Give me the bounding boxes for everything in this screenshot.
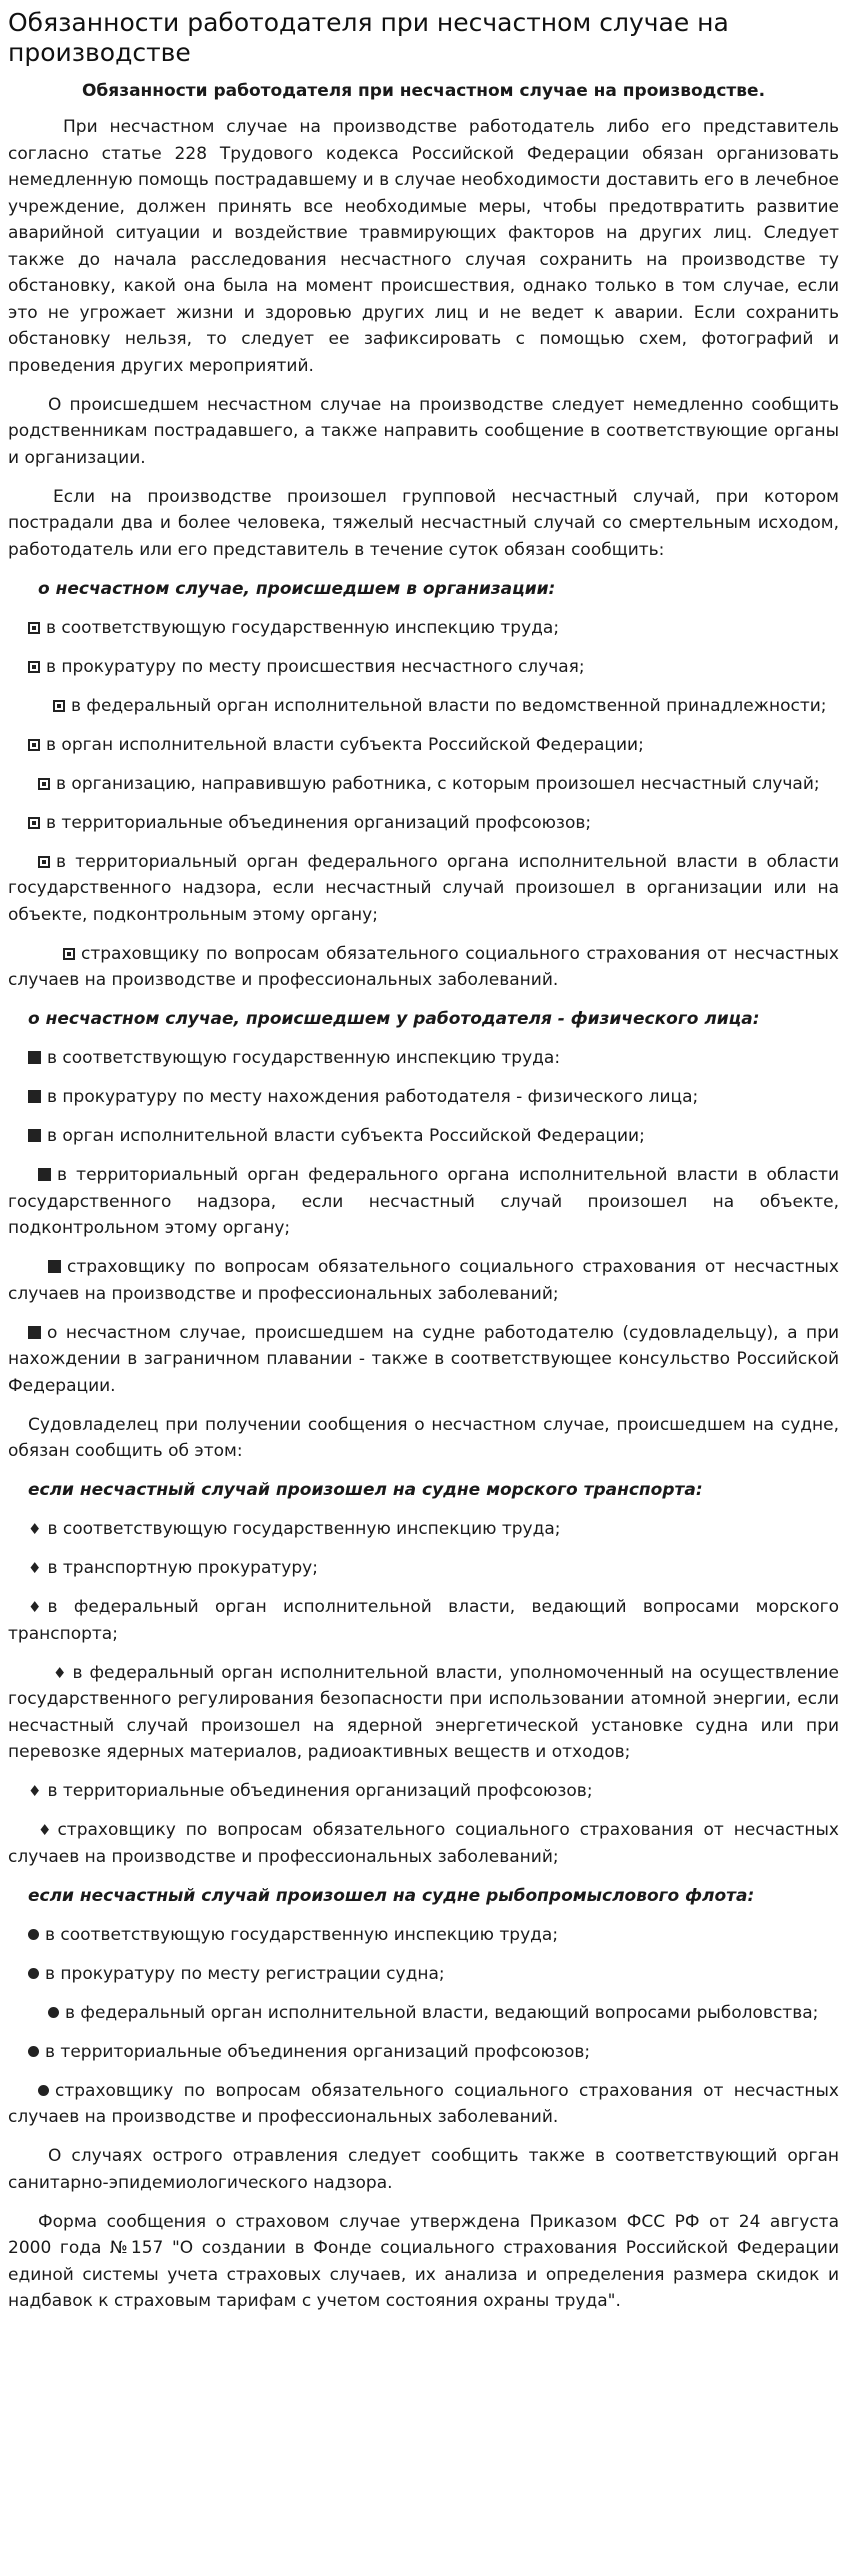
square-bullet-icon <box>48 1260 61 1273</box>
dot-bullet-icon <box>28 2046 39 2057</box>
diamond-bullet-icon: ♦ <box>38 1821 52 1839</box>
square-bullet-icon <box>28 661 40 673</box>
list-item: в прокуратуру по месту нахождения работодателя - физического лица; <box>8 1084 839 1111</box>
square-bullet-icon <box>28 817 40 829</box>
list-item: в прокуратуру по месту регистрации судна; <box>8 1961 839 1988</box>
article-subtitle: Обязанности работодателя при несчастном случае на производстве. <box>81 81 766 101</box>
list-item: в организацию, направившую работника, с которым произошел несчастный случай; <box>8 771 839 798</box>
list-item: в территориальный орган федерального органа исполнительной власти в области государственного надзора, если несчастный случай произошел в организации или на объекте, подконтрольным этому органу; <box>8 851 839 925</box>
list-item: ♦ в федеральный орган исполнительной власти, ведающий вопросами морского транспорта; <box>8 1594 839 1647</box>
list-item: в федеральный орган исполнительной власти по ведомственной принадлежности; <box>8 693 839 720</box>
list-item: страховщику по вопросам обязательного социального страхования от несчастных случаев на производстве и профессиональных заболеваний. <box>8 2080 839 2127</box>
diamond-bullet-icon: ♦ <box>28 1782 42 1800</box>
paragraph-shipowner: Судовладелец при получении сообщения о несчастном случае, происшедшем на судне, обязан сообщить об этом: <box>8 1414 839 1461</box>
paragraph-employer-duties: При несчастном случае на производстве работодатель либо его представитель согласно статье 228 Трудового кодекса Российской Федерации обязан организовать немедленную помощь пострадавшему и в случае необходимости доставить его в лечебное учреждение, должен принять все необходимые меры, чтобы предотвратить развитие аварийной ситуации и воздействие травмирующих факторов на других лиц. Следует также до начала расследования несчастного случая сохранить на производстве ту обстановку, какой она была на момент происшествия, однако только в том случае, если это не угрожает жизни и здоровью других лиц и не ведет к аварии. Если сохранить обстановку нельзя, то следует ее зафиксировать с помощью схем, фотографий и проведения других мероприятий. <box>8 117 839 376</box>
paragraph-group-accident: Если на производстве произошел групповой несчастный случай, при котором пострадали два и более человека, тяжелый несчастный случай со смертельным исходом, работодатель или его представитель в течение суток обязан сообщить: <box>8 486 839 560</box>
page-title: Обязанности работодателя при несчастном случае на производстве <box>8 8 729 67</box>
square-bullet-icon <box>28 622 40 634</box>
list-item: в территориальные объединения организаций профсоюзов; <box>8 810 839 837</box>
section-heading-fishing-fleet: если несчастный случай произошел на судне рыбопромыслового флота: <box>28 1885 755 1906</box>
paragraph-report-form: Форма сообщения о страховом случае утверждена Приказом ФСС РФ от 24 августа 2000 года №157 "О создании в Фонде социального страхования Российской Федерации единой системы учета страховых случаев, их анализа и определения размера скидок и надбавок к страховым тарифам с учетом состояния охраны труда". <box>8 2211 839 2311</box>
dot-bullet-icon <box>38 2085 49 2096</box>
dot-bullet-icon <box>48 2007 59 2018</box>
section-heading-sea-transport: если несчастный случай произошел на судне морского транспорта: <box>28 1480 703 1500</box>
list-item: страховщику по вопросам обязательного социального страхования от несчастных случаев на производстве и профессиональных заболеваний; <box>8 1257 839 1304</box>
dot-bullet-icon <box>28 1968 39 1979</box>
list-item: в территориальные объединения организаций профсоюзов; <box>8 2039 839 2066</box>
diamond-bullet-icon: ♦ <box>53 1663 67 1682</box>
dot-bullet-icon <box>28 1929 39 1940</box>
square-bullet-icon <box>28 1090 41 1103</box>
list-item: в федеральный орган исполнительной власти, ведающий вопросами рыболовства; <box>8 2000 839 2027</box>
list-item: в территориальный орган федерального органа исполнительной власти в области государственного надзора, если несчастный случай произошел на объекте, подконтрольном этому органу; <box>8 1165 839 1238</box>
list-item: ♦ в федеральный орган исполнительной власти, уполномоченный на осуществление государственного регулирования безопасности при использовании атомной энергии, если несчастный случай произошел на ядерной энергетической установке судна или при перевозке ядерных материалов, радиоактивных веществ и отходов; <box>8 1660 839 1766</box>
diamond-bullet-icon: ♦ <box>28 1520 42 1538</box>
list-item: в соответствующую государственную инспекцию труда: <box>8 1045 839 1072</box>
list-item: в орган исполнительной власти субъекта Российской Федерации; <box>8 732 839 759</box>
list-item: страховщику по вопросам обязательного социального страхования от несчастных случаев на производстве и профессиональных заболеваний. <box>8 943 839 990</box>
list-item: в соответствующую государственную инспекцию труда; <box>8 1922 839 1949</box>
list-item: ♦ в территориальные объединения организаций профсоюзов; <box>8 1778 839 1805</box>
square-bullet-icon <box>28 739 40 751</box>
list-item: о несчастном случае, происшедшем на судне работодателю (судовладельцу), а при нахождении в заграничном плавании - также в соответствующее консульство Российской Федерации. <box>8 1322 839 1396</box>
square-bullet-icon <box>38 856 50 868</box>
diamond-bullet-icon: ♦ <box>28 1598 42 1616</box>
square-bullet-icon <box>38 778 50 790</box>
list-item: в прокуратуру по месту происшествия несчастного случая; <box>8 654 839 681</box>
square-bullet-icon <box>63 948 75 960</box>
section-heading-physical-person: о несчастном случае, происшедшем у работодателя - физического лица: <box>28 1009 760 1029</box>
list-item: ♦ страховщику по вопросам обязательного социального страхования от несчастных случаев на производстве и профессиональных заболеваний; <box>8 1817 839 1870</box>
square-bullet-icon <box>53 700 65 712</box>
square-bullet-icon <box>28 1051 41 1064</box>
diamond-bullet-icon: ♦ <box>28 1559 42 1577</box>
square-bullet-icon <box>28 1326 41 1339</box>
list-item: ♦ в транспортную прокуратуру; <box>8 1555 839 1582</box>
list-item: в орган исполнительной власти субъекта Российской Федерации; <box>8 1123 839 1150</box>
square-bullet-icon <box>28 1129 41 1142</box>
section-heading-organization: о несчастном случае, происшедшем в организации: <box>38 578 556 599</box>
paragraph-poisoning: О случаях острого отравления следует сообщить также в соответствующий орган санитарно-эпидемиологического надзора. <box>8 2146 839 2193</box>
list-item: ♦ в соответствующую государственную инспекцию труда; <box>8 1516 839 1543</box>
square-bullet-icon <box>38 1168 51 1181</box>
paragraph-notify-relatives: О происшедшем несчастном случае на производстве следует немедленно сообщить родственникам пострадавшего, а также направить сообщение в соответствующие органы и организации. <box>8 394 839 468</box>
list-item: в соответствующую государственную инспекцию труда; <box>8 615 839 642</box>
